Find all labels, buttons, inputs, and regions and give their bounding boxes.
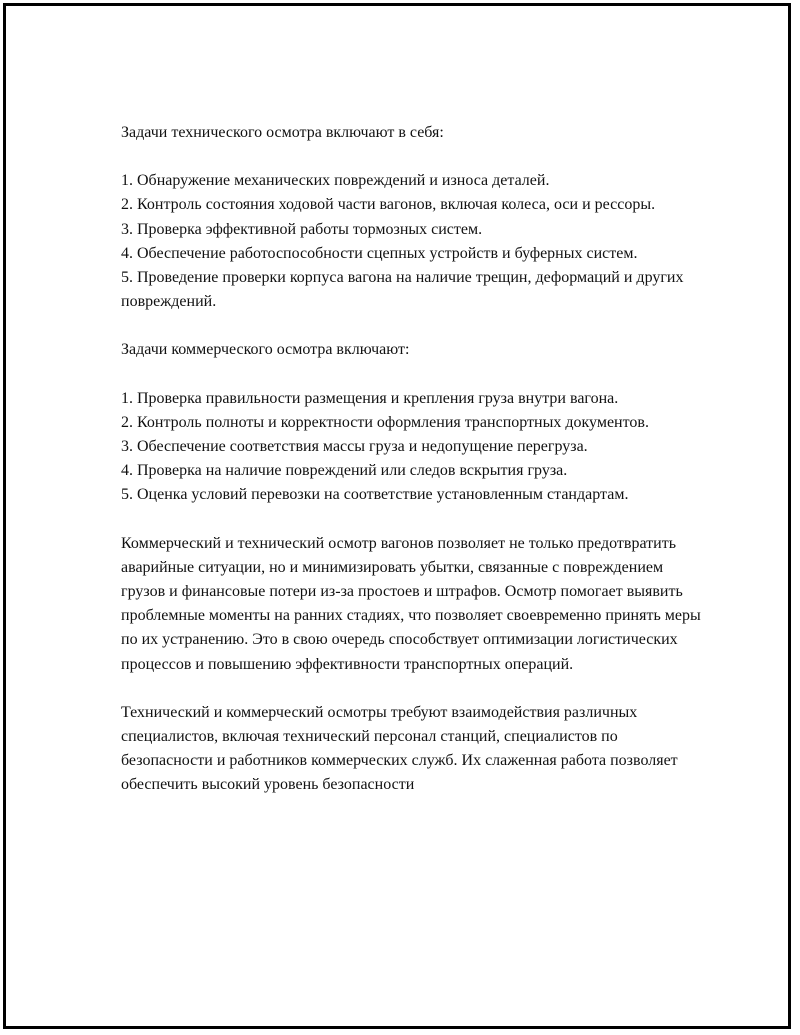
cooperation-paragraph: Технический и коммерческий осмотры требуют взаимодействия различных специалистов, включая технический персонал станций, специалистов по безопасности и работников коммерческих служб. Их слаженная работа позволяет обеспечить высокий уровень безопасности [121,703,678,794]
summary-paragraph: Коммерческий и технический осмотр вагонов позволяет не только предотвратить аварийные ситуации, но и минимизировать убытки, связанные с повреждением грузов и финансовые потери из-за простоев и штрафов. Осмотр помогает выявить проблемные моменты на ранних стадиях, что позволяет своевременно принять меры по их устранению. Это в свою очередь способствует оптимизации логистических процессов и повышению эффективности транспортных операций. [121,534,701,673]
document-page [3,3,791,1029]
commercial-item-1: 1. Проверка правильности размещения и крепления груза внутри вагона. [121,389,619,407]
technical-item-4: 4. Обеспечение работоспособности сцепных устройств и буферных систем. [121,244,638,262]
technical-item-5: 5. Проведение проверки корпуса вагона на наличие трещин, деформаций и других повреждений. [121,269,684,311]
technical-item-3: 3. Проверка эффективной работы тормозных систем. [121,220,483,238]
spacer [121,314,701,338]
commercial-inspection-heading: Задачи коммерческого осмотра включают: [121,341,410,359]
technical-item-1: 1. Обнаружение механических повреждений и износа деталей. [121,172,550,190]
spacer [121,677,701,701]
commercial-item-2: 2. Контроль полноты и корректности оформления транспортных документов. [121,413,649,431]
commercial-item-4: 4. Проверка на наличие повреждений или следов вскрытия груза. [121,462,568,480]
spacer [121,145,701,169]
technical-item-2: 2. Контроль состояния ходовой части вагонов, включая колеса, оси и рессоры. [121,196,656,214]
technical-inspection-heading: Задачи технического осмотра включают в себя: [121,124,444,141]
spacer [121,363,701,387]
document-body [121,121,701,798]
commercial-item-5: 5. Оценка условий перевозки на соответствие установленным стандартам. [121,486,629,504]
commercial-item-3: 3. Обеспечение соответствия массы груза и недопущение перегруза. [121,438,588,456]
spacer [121,508,701,532]
